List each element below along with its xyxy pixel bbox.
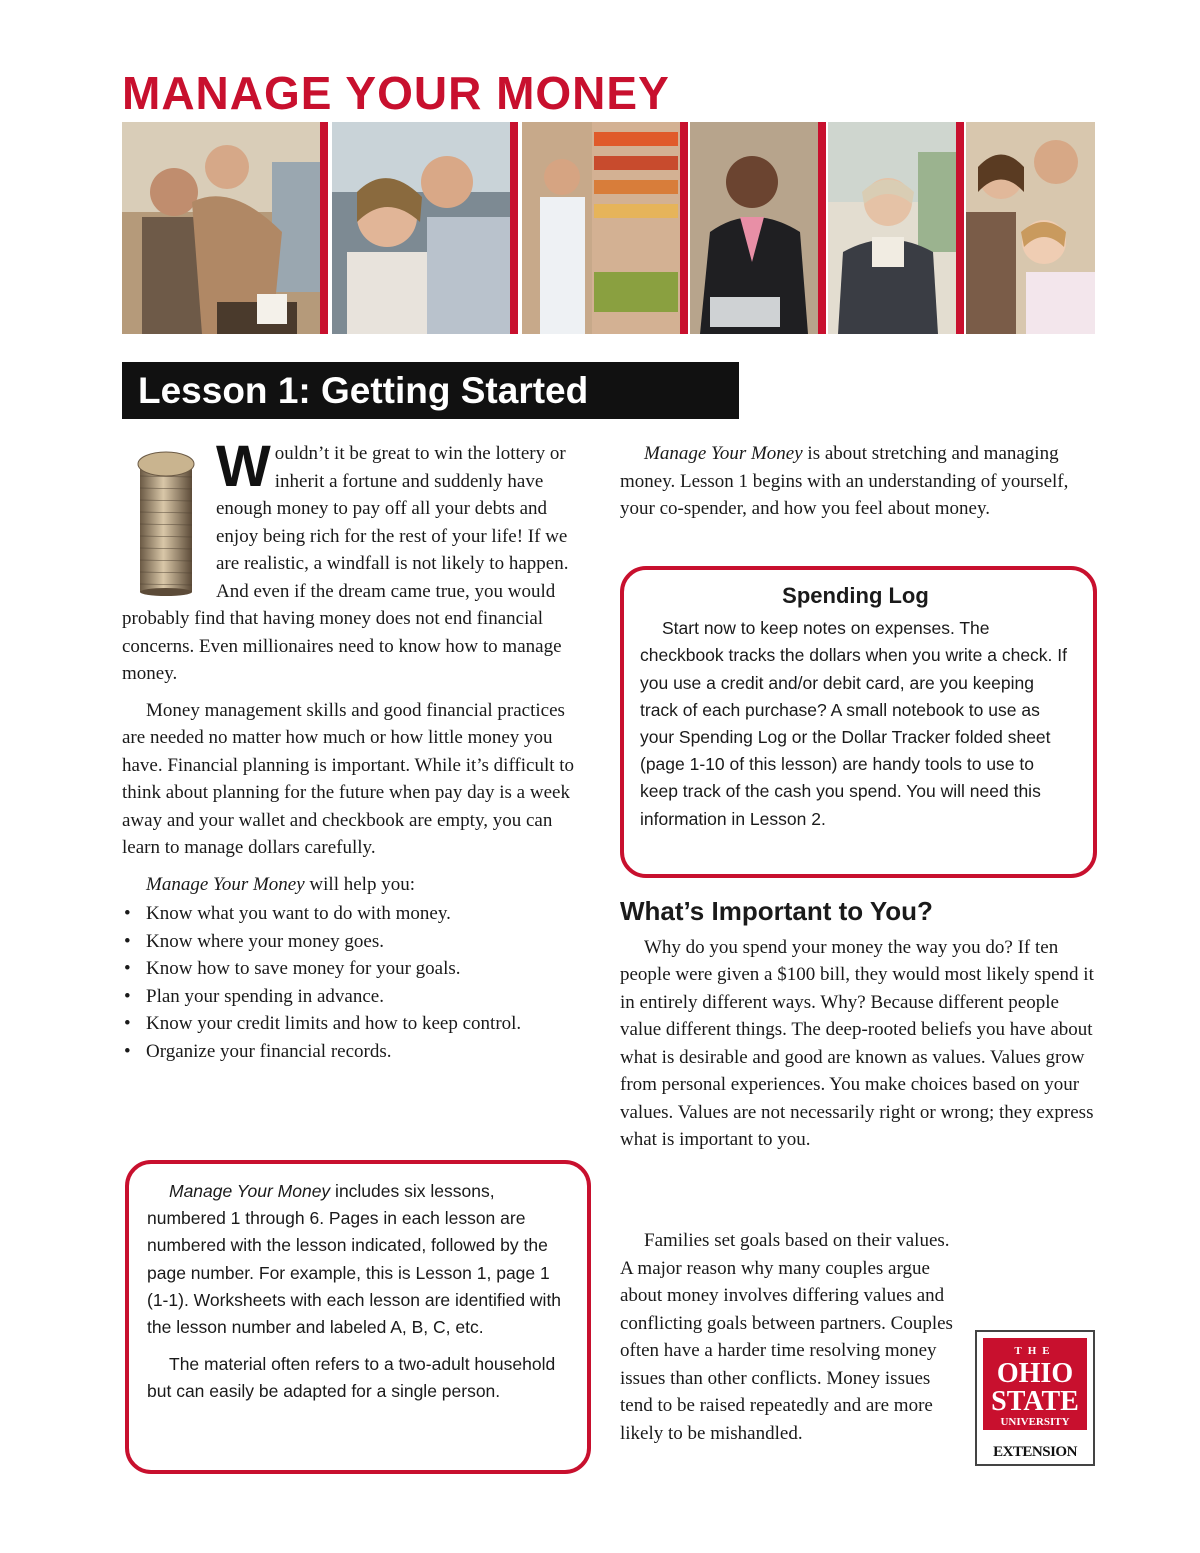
help-intro [122,871,592,899]
list-item: • Organize your financial records. [122,1038,592,1066]
lesson-title: Lesson 1: Getting Started [122,362,739,419]
photo-grocery [522,122,680,334]
photo-family [966,122,1095,334]
svg-text:OHIO: OHIO [996,1358,1074,1389]
photo-woman-calculator [690,122,818,334]
photo-strip [122,122,1095,334]
box-paragraph: The material often refers to a two-adult household but can easily be adapted for a single person. [147,1354,556,1402]
intro-paragraph [122,434,592,688]
list-item: • Know what you want to do with money. [122,900,592,928]
help-title: Manage Your Money [146,873,305,895]
svg-text:EXTENSION: EXTENSION [993,1444,1077,1460]
list-item: • Know your credit limits and how to keep control. [122,1010,592,1038]
svg-text:THE: THE [1014,1345,1056,1357]
paragraph: Money management skills and good financial practices are needed no matter how much or how little money you have. Financial planning is important. While it’s difficult to think about planning for the future when pay day is a week away and your wallet and checkbook are empty, you can learn to manage dollars carefully. [122,699,575,858]
paragraph: Why do you spend your money the way you do? If ten people were given a $100 bill, they would most likely spend it in entirely different ways. Why? Because different people value different things. The deep-rooted beliefs you have about what is desirable and good are known as values. Values grow from personal experiences. You make choices based on your values. Values are not necessarily right or wrong; they express what is important to you. [620,936,1094,1150]
intro-text: ouldn’t it be great to win the lottery or inherit a fortune and suddenly have enough money to pay off all your debts and enjoy being rich for the rest of your life! If we are realistic, a windfall is not likely to happen. And even if the dream came true, you would probably find that having money does not end financial concerns. Even millionaires need to know how to manage money. [122,443,569,684]
spending-log-title: Spending Log [782,583,929,608]
drop-cap: W [216,434,271,499]
spending-log-box [620,566,1097,878]
left-column [122,434,592,1075]
intro-text: is about stretching and managing money. Lesson 1 begins with an understanding of yourself, your co-spender, and how you feel about money. [620,443,1069,519]
photo-shopkeeper [828,122,956,334]
section-heading: What’s Important to You? [620,896,933,926]
lessons-info-box [125,1160,591,1474]
values-section [620,898,1095,1163]
photo-couple-car [332,122,510,334]
paragraph-text: Families set goals based on their values. A major reason why many couples argue about money involves differing values and conflicting goals between partners. Couples often have a harder time resolving money issues than other conflicts. Money issues tend to be raised repeatedly and are more likely to be mishandled. [620,1230,953,1444]
page-title: MANAGE YOUR MONEY [122,67,670,119]
osu-extension-logo [975,1330,1095,1466]
box-italic-title: Manage Your Money [169,1181,331,1201]
coin-stack-image [122,446,208,596]
right-column [620,440,1095,532]
intro-italic: Manage Your Money [644,443,803,464]
help-suffix: will help you: [304,873,415,895]
box-text: includes six lessons, numbered 1 through 6. Pages in each lesson are numbered with the lesson indicated, followed by the page number. For example, this is Lesson 1, page 1 (1-1). Worksheets with each lesson are identified with the lesson number and labeled A, B, C, etc. [147,1181,562,1338]
spending-log-text: Start now to keep notes on expenses. The checkbook tracks the dollars when you write a check. If you use a credit and/or debit card, are you keeping track of each purchase? A small notebook to use as your Spending Log or the Dollar Tracker folded sheet (page 1-10 of this lesson) are handy tools to use to keep track of the cash you spend. You will need this information in Lesson 2. [640,618,1068,829]
box-paragraph [147,1178,569,1341]
svg-text:UNIVERSITY: UNIVERSITY [1000,1416,1070,1428]
list-item: • Plan your spending in advance. [122,983,592,1011]
list-item: • Know how to save money for your goals. [122,955,592,983]
list-item: • Know where your money goes. [122,928,592,956]
svg-text:STATE: STATE [991,1386,1079,1417]
help-list [122,900,592,1065]
photo-couple-computer [122,122,320,334]
intro-paragraph [620,440,1095,523]
